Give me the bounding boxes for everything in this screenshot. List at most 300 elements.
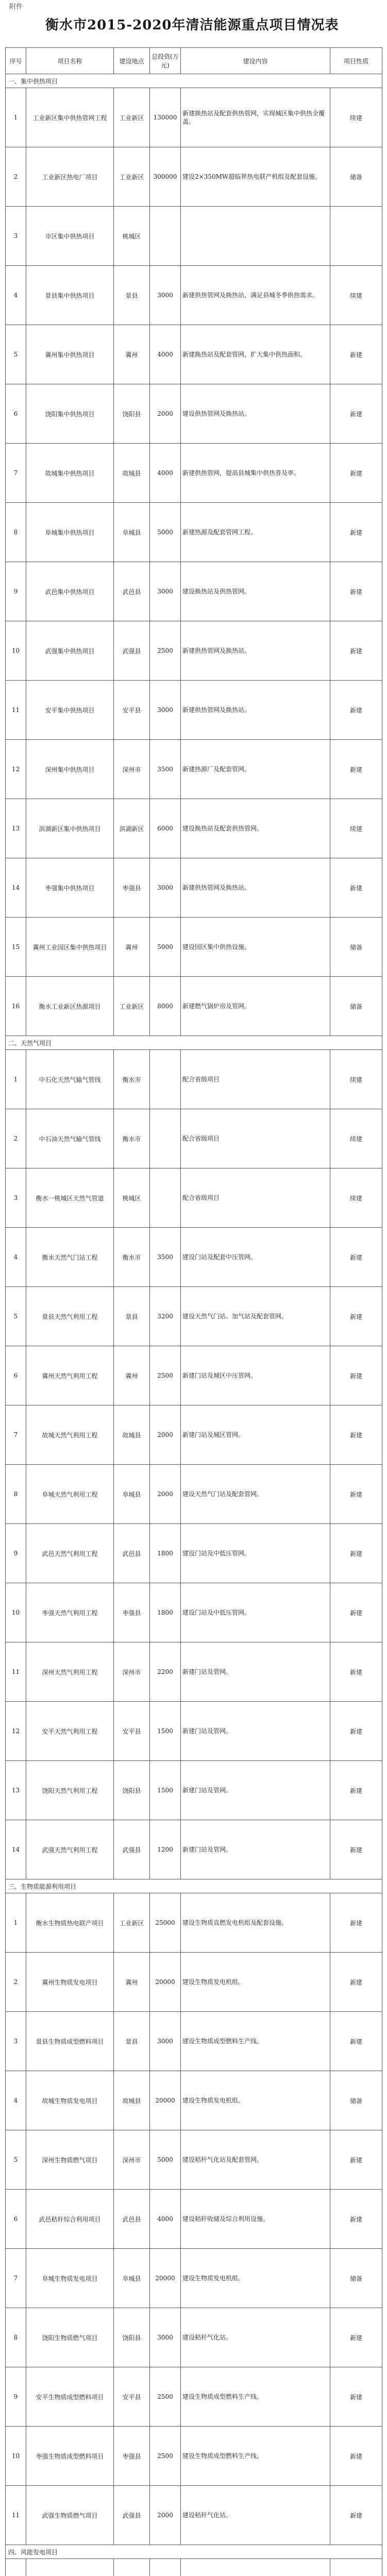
location-cell: 饶阳县 bbox=[114, 1761, 150, 1820]
content-cell: 建设门站及中低压管网。 bbox=[181, 1524, 330, 1583]
nature-cell: 新建 bbox=[330, 2367, 382, 2427]
project-name-cell: 滨湖新区集中供热项目 bbox=[26, 799, 114, 858]
investment-cell: 130000 bbox=[150, 88, 181, 147]
location-cell: 滨湖新区 bbox=[114, 799, 150, 858]
row-no-cell: 4 bbox=[6, 2071, 26, 2130]
project-name-cell: 饶阳生物质燃气项目 bbox=[26, 2308, 114, 2367]
location-cell: 武邑县 bbox=[114, 1524, 150, 1583]
location-cell: 故城县 bbox=[114, 1405, 150, 1465]
location-cell: 工业新区 bbox=[114, 147, 150, 207]
nature-cell: 储备 bbox=[330, 2249, 382, 2308]
section-heading: 三、生物质能源利用项目 bbox=[6, 1879, 382, 1893]
table-row bbox=[6, 562, 382, 621]
location-cell: 武邑县 bbox=[114, 2190, 150, 2249]
investment-cell: 25000 bbox=[150, 1893, 181, 1953]
project-name-cell: 武强天然气利用工程 bbox=[26, 1820, 114, 1879]
location-cell: 故城县 bbox=[114, 444, 150, 503]
project-name-cell: 故城生物质发电项目 bbox=[26, 2071, 114, 2130]
content-cell: 新建门站及管网。 bbox=[181, 1702, 330, 1761]
content-cell: 新建供热管网及换热站。 bbox=[181, 858, 330, 918]
row-no-cell: 14 bbox=[6, 1820, 26, 1879]
row-no-cell: 3 bbox=[6, 207, 26, 266]
row-no-cell: 6 bbox=[6, 1346, 26, 1405]
table-row bbox=[6, 858, 382, 918]
col-header-nature: 项目性质 bbox=[330, 48, 382, 74]
nature-cell: 新建 bbox=[330, 2190, 382, 2249]
investment-cell: 3000 bbox=[150, 2308, 181, 2367]
project-name-cell: 安平集中供热项目 bbox=[26, 681, 114, 740]
content-cell: 新建供热管网及换热站。 bbox=[181, 681, 330, 740]
table-row bbox=[6, 2427, 382, 2486]
nature-cell: 新建 bbox=[330, 621, 382, 681]
location-cell: 工业新区 bbox=[114, 977, 150, 1036]
location-cell: 武邑县 bbox=[114, 562, 150, 621]
investment-cell: 2000 bbox=[150, 2486, 181, 2545]
row-no-cell: 13 bbox=[6, 1761, 26, 1820]
table-row bbox=[6, 1953, 382, 2012]
table-row bbox=[6, 1228, 382, 1287]
col-header-no: 序号 bbox=[6, 48, 26, 74]
content-cell: 配合省级项目 bbox=[181, 1168, 330, 1228]
location-cell: 衡水市 bbox=[114, 1050, 150, 1109]
nature-cell: 新建 bbox=[330, 1228, 382, 1287]
content-cell: 建设生物质成型燃料生产线。 bbox=[181, 2367, 330, 2427]
row-no-cell: 8 bbox=[6, 1465, 26, 1524]
project-name-cell: 饶阳天然气利用工程 bbox=[26, 1761, 114, 1820]
investment-cell: 2500 bbox=[150, 621, 181, 681]
nature-cell: 新建 bbox=[330, 681, 382, 740]
nature-cell: 续建 bbox=[330, 266, 382, 325]
project-name-cell: 深州集中供热项目 bbox=[26, 740, 114, 799]
content-cell: 新建热源厂及配套管网。 bbox=[181, 740, 330, 799]
row-no-cell: 1 bbox=[6, 1050, 26, 1109]
location-cell: 阜城县 bbox=[114, 503, 150, 562]
investment-cell: 4000 bbox=[150, 444, 181, 503]
content-cell: 建设园区集中供热设施。 bbox=[181, 918, 330, 977]
col-header-investment: 总投资(万元) bbox=[150, 48, 181, 74]
project-name-cell: 中石油天然气输气管线 bbox=[26, 1109, 114, 1168]
location-cell: 冀州 bbox=[114, 325, 150, 384]
project-name-cell: 阜城天然气利用工程 bbox=[26, 1465, 114, 1524]
table-row bbox=[6, 1524, 382, 1583]
row-no-cell: 5 bbox=[6, 2130, 26, 2190]
project-name-cell: 武强集中供热项目 bbox=[26, 621, 114, 681]
row-no-cell: 2 bbox=[6, 1109, 26, 1168]
investment-cell: 1500 bbox=[150, 1761, 181, 1820]
content-cell: 新建门站及城区中压管网。 bbox=[181, 1346, 330, 1405]
project-name-cell: 故城天然气利用工程 bbox=[26, 1405, 114, 1465]
investment-cell: 3200 bbox=[150, 1287, 181, 1346]
nature-cell: 新建 bbox=[330, 2012, 382, 2071]
content-cell: 建设生物质成型燃料生产线。 bbox=[181, 2012, 330, 2071]
project-name-cell: 阜城生物质发电项目 bbox=[26, 2249, 114, 2308]
nature-cell: 新建 bbox=[330, 1953, 382, 2012]
project-name-cell: 冀州天然气利用工程 bbox=[26, 1346, 114, 1405]
section-heading-row bbox=[6, 1879, 382, 1893]
table-row bbox=[6, 1702, 382, 1761]
investment-cell: 3000 bbox=[150, 562, 181, 621]
location-cell: 桃城区 bbox=[114, 1168, 150, 1228]
nature-cell: 新建 bbox=[330, 1583, 382, 1642]
project-name-cell: 景县集中供热项目 bbox=[26, 266, 114, 325]
content-cell: 新建供热管网，提高县城集中供热普及率。 bbox=[181, 444, 330, 503]
nature-cell: 储备 bbox=[330, 918, 382, 977]
investment-cell bbox=[150, 1168, 181, 1228]
table-row bbox=[6, 1109, 382, 1168]
content-cell: 配合省级项目 bbox=[181, 1109, 330, 1168]
investment-cell: 3000 bbox=[150, 2012, 181, 2071]
table-row bbox=[6, 1583, 382, 1642]
project-name-cell: 阜城集中供热项目 bbox=[26, 503, 114, 562]
investment-cell: 3500 bbox=[150, 1228, 181, 1287]
investment-cell: 2500 bbox=[150, 2427, 181, 2486]
row-no-cell: 2 bbox=[6, 1953, 26, 2012]
location-cell: 安平县 bbox=[114, 2367, 150, 2427]
table-row bbox=[6, 1893, 382, 1953]
project-name-cell: 中石化天然气输气管线 bbox=[26, 1050, 114, 1109]
section-heading: 四、风能发电项目 bbox=[6, 2545, 382, 2559]
content-cell: 建设门站及中低压管网。 bbox=[181, 1583, 330, 1642]
nature-cell: 新建 bbox=[330, 1893, 382, 1953]
investment-cell: 1800 bbox=[150, 1583, 181, 1642]
content-cell: 新建供热管网及换热站。 bbox=[181, 621, 330, 681]
table-row bbox=[6, 681, 382, 740]
location-cell: 冀州 bbox=[114, 1346, 150, 1405]
content-cell bbox=[181, 207, 330, 266]
table-header-row bbox=[6, 48, 382, 74]
location-cell: 景县 bbox=[114, 1287, 150, 1346]
table-row bbox=[6, 2012, 382, 2071]
table-row bbox=[6, 977, 382, 1036]
table-row bbox=[6, 1050, 382, 1109]
project-name-cell: 深州生物质燃气项目 bbox=[26, 2130, 114, 2190]
col-header-name: 项目名称 bbox=[26, 48, 114, 74]
content-cell: 建设2×350MW超临界热电联产机组及配套设施。 bbox=[181, 147, 330, 207]
location-cell: 武强县 bbox=[114, 2486, 150, 2545]
location-cell: 深州市 bbox=[114, 740, 150, 799]
table-row bbox=[6, 2190, 382, 2249]
content-cell: 建设秸秆气化站及配套管网。 bbox=[181, 2130, 330, 2190]
location-cell: 武强县 bbox=[114, 1820, 150, 1879]
investment-cell: 3000 bbox=[150, 858, 181, 918]
content-cell: 建设秸秆气化站。 bbox=[181, 2308, 330, 2367]
project-name-cell: 安平生物质成型燃料项目 bbox=[26, 2367, 114, 2427]
row-no-cell: 3 bbox=[6, 1168, 26, 1228]
nature-cell: 新建 bbox=[330, 2486, 382, 2545]
content-cell: 新建换热站及配套供热管网，实现城区集中供热全覆盖。 bbox=[181, 88, 330, 147]
investment-cell: 1800 bbox=[150, 1524, 181, 1583]
nature-cell: 续建 bbox=[330, 1109, 382, 1168]
table-row bbox=[6, 1642, 382, 1702]
nature-cell: 新建 bbox=[330, 1405, 382, 1465]
project-name-cell: 枣强生物质成型燃料项目 bbox=[26, 2427, 114, 2486]
nature-cell: 新建 bbox=[330, 1465, 382, 1524]
table-row bbox=[6, 1168, 382, 1228]
investment-cell: 20000 bbox=[150, 1953, 181, 2012]
table-row bbox=[6, 88, 382, 147]
row-no-cell bbox=[6, 2559, 26, 2576]
content-cell: 新建门站及管网。 bbox=[181, 1761, 330, 1820]
row-no-cell: 3 bbox=[6, 2012, 26, 2071]
nature-cell: 储备 bbox=[330, 977, 382, 1036]
project-name-cell: 冀州工业园区集中供热项目 bbox=[26, 918, 114, 977]
section-heading-row bbox=[6, 1036, 382, 1050]
project-name-cell: 冀州集中供热项目 bbox=[26, 325, 114, 384]
content-cell: 建设换热站及配套供热管网。 bbox=[181, 799, 330, 858]
investment-cell: 2500 bbox=[150, 1346, 181, 1405]
content-cell: 新建热源及配套管网工程。 bbox=[181, 503, 330, 562]
nature-cell: 续建 bbox=[330, 799, 382, 858]
nature-cell: 新建 bbox=[330, 562, 382, 621]
investment-cell: 5000 bbox=[150, 918, 181, 977]
content-cell: 建设秸秆收储及综合利用设施。 bbox=[181, 2190, 330, 2249]
row-no-cell: 10 bbox=[6, 621, 26, 681]
nature-cell: 新建 bbox=[330, 2308, 382, 2367]
investment-cell: 300000 bbox=[150, 147, 181, 207]
nature-cell: 续建 bbox=[330, 88, 382, 147]
row-no-cell: 11 bbox=[6, 1642, 26, 1702]
nature-cell bbox=[330, 2559, 382, 2576]
table-row bbox=[6, 384, 382, 444]
investment-cell bbox=[150, 207, 181, 266]
nature-cell: 新建 bbox=[330, 740, 382, 799]
row-no-cell: 7 bbox=[6, 444, 26, 503]
row-no-cell: 5 bbox=[6, 1287, 26, 1346]
project-name-cell: 武邑集中供热项目 bbox=[26, 562, 114, 621]
attachment-label: 附件 bbox=[9, 3, 23, 11]
table-row bbox=[6, 2559, 382, 2576]
content-cell: 建设天然气门站、加气站及配套管网。 bbox=[181, 1287, 330, 1346]
investment-cell: 5000 bbox=[150, 503, 181, 562]
nature-cell: 续建 bbox=[330, 1050, 382, 1109]
content-cell: 建设生物质发电机组。 bbox=[181, 1953, 330, 2012]
project-table bbox=[5, 47, 382, 2576]
investment-cell: 2000 bbox=[150, 1465, 181, 1524]
investment-cell: 3500 bbox=[150, 740, 181, 799]
row-no-cell: 6 bbox=[6, 2190, 26, 2249]
nature-cell: 新建 bbox=[330, 384, 382, 444]
location-cell: 枣强县 bbox=[114, 858, 150, 918]
investment-cell: 4000 bbox=[150, 325, 181, 384]
row-no-cell: 15 bbox=[6, 918, 26, 977]
investment-cell: 2000 bbox=[150, 1405, 181, 1465]
section-heading: 一、集中供热项目 bbox=[6, 74, 382, 88]
investment-cell: 4000 bbox=[150, 2190, 181, 2249]
project-name-cell: 深州天然气利用工程 bbox=[26, 1642, 114, 1702]
row-no-cell: 9 bbox=[6, 562, 26, 621]
row-no-cell: 8 bbox=[6, 2308, 26, 2367]
project-name-cell: 衡水天然气门站工程 bbox=[26, 1228, 114, 1287]
table-row bbox=[6, 1761, 382, 1820]
table-row bbox=[6, 266, 382, 325]
section-heading-row bbox=[6, 2545, 382, 2559]
investment-cell: 2000 bbox=[150, 384, 181, 444]
nature-cell bbox=[330, 207, 382, 266]
investment-cell: 1500 bbox=[150, 1702, 181, 1761]
table-row bbox=[6, 799, 382, 858]
project-name-cell: 安平天然气利用工程 bbox=[26, 1702, 114, 1761]
nature-cell: 续建 bbox=[330, 1168, 382, 1228]
investment-cell: 8000 bbox=[150, 977, 181, 1036]
investment-cell: 2200 bbox=[150, 1642, 181, 1702]
nature-cell: 新建 bbox=[330, 2427, 382, 2486]
project-name-cell: 景县生物质成型燃料项目 bbox=[26, 2012, 114, 2071]
nature-cell: 新建 bbox=[330, 1287, 382, 1346]
table-row bbox=[6, 621, 382, 681]
row-no-cell: 1 bbox=[6, 1893, 26, 1953]
section-heading-row bbox=[6, 74, 382, 88]
nature-cell: 储备 bbox=[330, 2071, 382, 2130]
table-row bbox=[6, 1346, 382, 1405]
table-row bbox=[6, 918, 382, 977]
table-row bbox=[6, 325, 382, 384]
table-row bbox=[6, 207, 382, 266]
investment-cell: 20000 bbox=[150, 2249, 181, 2308]
content-cell: 新建燃气锅炉房及管网。 bbox=[181, 977, 330, 1036]
nature-cell: 新建 bbox=[330, 444, 382, 503]
content-cell: 新建供热管网及换热站，满足县城冬季供热需求。 bbox=[181, 266, 330, 325]
project-name-cell: 衡水一桃城区天然气管道 bbox=[26, 1168, 114, 1228]
content-cell: 建设生物质发电机组。 bbox=[181, 2249, 330, 2308]
row-no-cell: 10 bbox=[6, 2427, 26, 2486]
location-cell: 景县 bbox=[114, 2012, 150, 2071]
location-cell: 工业新区 bbox=[114, 1893, 150, 1953]
location-cell: 安平县 bbox=[114, 1702, 150, 1761]
table-row bbox=[6, 2249, 382, 2308]
col-header-content: 建设内容 bbox=[181, 48, 330, 74]
investment-cell: 2500 bbox=[150, 2367, 181, 2427]
location-cell: 枣强县 bbox=[114, 2427, 150, 2486]
location-cell: 饶阳县 bbox=[114, 384, 150, 444]
table-row bbox=[6, 2071, 382, 2130]
project-name-cell bbox=[26, 2559, 114, 2576]
table-row bbox=[6, 1465, 382, 1524]
table-row bbox=[6, 1820, 382, 1879]
location-cell: 阜城县 bbox=[114, 2249, 150, 2308]
location-cell: 饶阳县 bbox=[114, 2308, 150, 2367]
section-heading: 二、天然气项目 bbox=[6, 1036, 382, 1050]
content-cell: 建设供热管网及换热站。 bbox=[181, 384, 330, 444]
nature-cell: 新建 bbox=[330, 325, 382, 384]
table-row bbox=[6, 2486, 382, 2545]
project-name-cell: 武邑秸秆综合利用项目 bbox=[26, 2190, 114, 2249]
content-cell: 新建换热站及配套管网，扩大集中供热面积。 bbox=[181, 325, 330, 384]
content-cell: 建设生物质成型燃料生产线。 bbox=[181, 2427, 330, 2486]
row-no-cell: 12 bbox=[6, 740, 26, 799]
document-title: 衡水市2015-2020年清洁能源重点项目情况表 bbox=[45, 18, 339, 33]
project-name-cell: 工业新区热电厂项目 bbox=[26, 147, 114, 207]
table-row bbox=[6, 2130, 382, 2190]
content-cell: 建设秸秆气化站。 bbox=[181, 2486, 330, 2545]
project-name-cell: 衡水工业新区热源项目 bbox=[26, 977, 114, 1036]
row-no-cell: 16 bbox=[6, 977, 26, 1036]
location-cell: 故城县 bbox=[114, 2071, 150, 2130]
project-name-cell: 衡水生物质热电联产项目 bbox=[26, 1893, 114, 1953]
row-no-cell: 9 bbox=[6, 1524, 26, 1583]
row-no-cell: 10 bbox=[6, 1583, 26, 1642]
nature-cell: 新建 bbox=[330, 1820, 382, 1879]
row-no-cell: 1 bbox=[6, 88, 26, 147]
row-no-cell: 11 bbox=[6, 2486, 26, 2545]
table-row bbox=[6, 740, 382, 799]
investment-cell bbox=[150, 1109, 181, 1168]
row-no-cell: 11 bbox=[6, 681, 26, 740]
nature-cell: 新建 bbox=[330, 858, 382, 918]
content-cell: 建设天然气门站及配套管网。 bbox=[181, 1465, 330, 1524]
investment-cell: 5000 bbox=[150, 2130, 181, 2190]
table-row bbox=[6, 1287, 382, 1346]
nature-cell: 新建 bbox=[330, 1761, 382, 1820]
location-cell: 景县 bbox=[114, 266, 150, 325]
table-row bbox=[6, 1405, 382, 1465]
content-cell: 新建门站及管网。 bbox=[181, 1642, 330, 1702]
location-cell: 枣强县 bbox=[114, 1583, 150, 1642]
nature-cell: 新建 bbox=[330, 2130, 382, 2190]
row-no-cell: 7 bbox=[6, 2249, 26, 2308]
location-cell: 冀州 bbox=[114, 918, 150, 977]
investment-cell bbox=[150, 2559, 181, 2576]
nature-cell: 新建 bbox=[330, 1346, 382, 1405]
content-cell: 新建门站及城区管网。 bbox=[181, 1405, 330, 1465]
project-name-cell: 枣强集中供热项目 bbox=[26, 858, 114, 918]
project-name-cell: 冀州生物质发电项目 bbox=[26, 1953, 114, 2012]
location-cell: 阜城县 bbox=[114, 1465, 150, 1524]
row-no-cell: 12 bbox=[6, 1702, 26, 1761]
content-cell: 建设门站及配套中压管网。 bbox=[181, 1228, 330, 1287]
col-header-location: 建设地点 bbox=[114, 48, 150, 74]
location-cell: 武强县 bbox=[114, 621, 150, 681]
location-cell: 安平县 bbox=[114, 681, 150, 740]
location-cell: 工业新区 bbox=[114, 88, 150, 147]
row-no-cell: 8 bbox=[6, 503, 26, 562]
table-row bbox=[6, 2308, 382, 2367]
investment-cell: 1200 bbox=[150, 1820, 181, 1879]
nature-cell: 新建 bbox=[330, 1524, 382, 1583]
row-no-cell: 4 bbox=[6, 266, 26, 325]
row-no-cell: 9 bbox=[6, 2367, 26, 2427]
investment-cell: 20000 bbox=[150, 2071, 181, 2130]
row-no-cell: 4 bbox=[6, 1228, 26, 1287]
table-row bbox=[6, 2367, 382, 2427]
project-name-cell: 武邑天然气利用工程 bbox=[26, 1524, 114, 1583]
location-cell: 深州市 bbox=[114, 1642, 150, 1702]
location-cell: 衡水市 bbox=[114, 1109, 150, 1168]
row-no-cell: 2 bbox=[6, 147, 26, 207]
project-name-cell: 武强生物质燃气项目 bbox=[26, 2486, 114, 2545]
row-no-cell: 14 bbox=[6, 858, 26, 918]
location-cell: 冀州 bbox=[114, 1953, 150, 2012]
content-cell: 建设生物质发电机组。 bbox=[181, 2071, 330, 2130]
row-no-cell: 6 bbox=[6, 384, 26, 444]
row-no-cell: 5 bbox=[6, 325, 26, 384]
location-cell: 衡水市 bbox=[114, 1228, 150, 1287]
location-cell bbox=[114, 2559, 150, 2576]
nature-cell: 新建 bbox=[330, 1642, 382, 1702]
nature-cell: 储备 bbox=[330, 147, 382, 207]
location-cell: 桃城区 bbox=[114, 207, 150, 266]
content-cell: 配合省级项目 bbox=[181, 1050, 330, 1109]
investment-cell bbox=[150, 1050, 181, 1109]
investment-cell: 3000 bbox=[150, 681, 181, 740]
project-name-cell: 工业新区集中供热管网工程 bbox=[26, 88, 114, 147]
table-row bbox=[6, 444, 382, 503]
investment-cell: 3000 bbox=[150, 266, 181, 325]
content-cell: 建设生物质直燃发电机组及配套设施。 bbox=[181, 1893, 330, 1953]
project-name-cell: 饶阳集中供热项目 bbox=[26, 384, 114, 444]
project-name-cell: 景县天然气利用工程 bbox=[26, 1287, 114, 1346]
table-row bbox=[6, 503, 382, 562]
project-name-cell: 市区集中供热项目 bbox=[26, 207, 114, 266]
